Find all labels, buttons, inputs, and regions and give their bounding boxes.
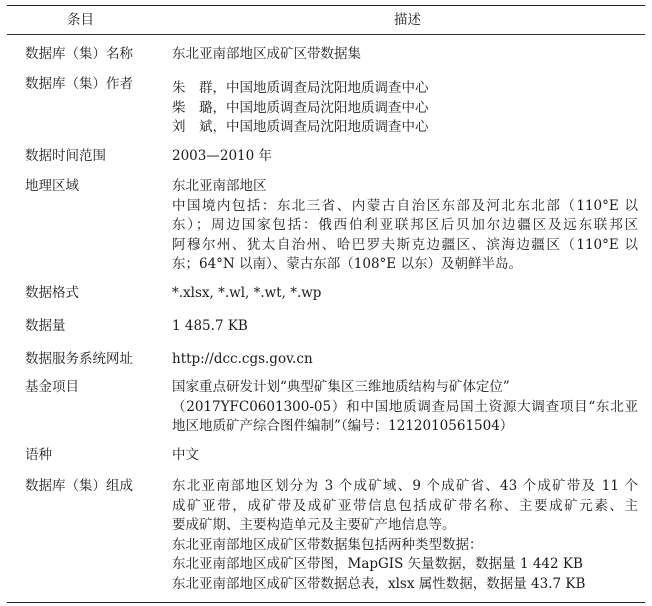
row-description: *.xlsx, *.wl, *.wt, *.wp <box>172 285 322 301</box>
author-line: 朱 群，中国地质调查局沈阳地质调查中心 <box>172 80 429 96</box>
row-term: 数据量 <box>25 318 66 334</box>
row-term: 数据库（集）作者 <box>25 76 133 92</box>
row-term: 数据时间范围 <box>25 148 106 164</box>
row-description: 国家重点研发计划“典型矿集区三维地质结构与矿体定位” （2017YFC0601300-05）和中国地质调查局国土资源大调查项目“东北亚 地区地质矿产综合图件编制”（编号：1212010561504） <box>172 379 638 434</box>
row-term: 基金项目 <box>25 379 79 395</box>
header-term: 条目 <box>67 12 94 28</box>
row-description: 东北亚南部地区成矿区带数据集 <box>172 46 361 62</box>
row-description: 东北亚南部地区 中国境内包括：东北三省、内蒙古自治区东部及河北东北部（110°E 以 东）；周边国家包括：俄西伯利亚联邦区后贝加尔边疆区及远东联邦区 阿穆尔州、犹太自治州、哈巴罗夫斯克边疆区、滨海边疆区（110°E 以 东；64°N 以南）、蒙古东部（108°E 以东）及朝鲜半岛。 <box>172 178 638 272</box>
row-description: 中文 <box>172 447 199 463</box>
row-term: 数据库（集）名称 <box>25 46 133 62</box>
row-term: 数据格式 <box>25 285 79 301</box>
row-description <box>172 75 638 138</box>
table-bottom-rule <box>7 602 645 603</box>
author-line: 柴 璐，中国地质调查局沈阳地质调查中心 <box>172 99 429 116</box>
table-top-rule <box>7 5 645 6</box>
header-description: 描述 <box>394 12 421 28</box>
row-term: 数据服务系统网址 <box>25 351 133 367</box>
row-description <box>172 350 638 370</box>
row-term: 数据库（集）组成 <box>25 478 133 494</box>
row-term: 语种 <box>25 447 52 463</box>
row-description: 2003—2010 年 <box>172 148 273 164</box>
author-line: 刘 斌，中国地质调查局沈阳地质调查中心 <box>172 119 429 135</box>
header-rule <box>7 34 645 35</box>
row-term: 地理区域 <box>25 178 79 194</box>
row-description: 1 485.7 KB <box>172 318 248 334</box>
row-description: 东北亚南部地区划分为 3 个成矿域、9 个成矿省、43 个成矿带及 11 个 成矿亚带，成矿带及成矿亚带信息包括成矿带名称、主要成矿元素、主 要成矿期、主要构造单元及主要矿产地信息等。 东北亚南部地区成矿区带数据集包括两种类型数据： 东北亚南部地区成矿区带图，MapGIS 矢量数据，数据量 1 442 KB 东北亚南部地区成矿区带数据总表，xlsx 属性数据，数据量 43.7 KB <box>172 478 638 592</box>
service-url[interactable]: http://dcc.cgs.gov.cn <box>172 351 313 367</box>
